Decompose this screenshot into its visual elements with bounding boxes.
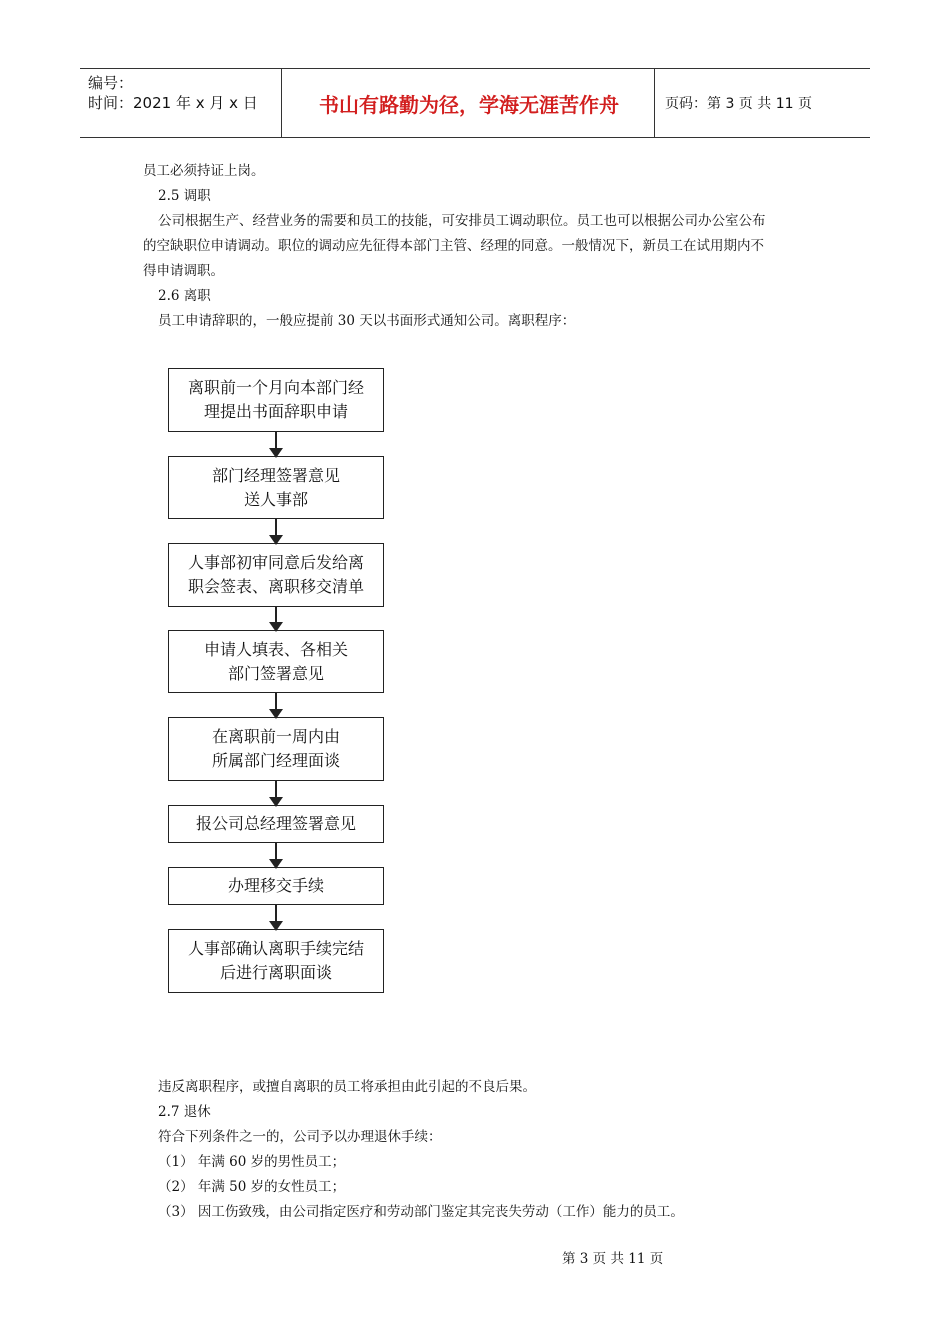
flow-step <box>168 867 384 905</box>
flow-step <box>168 630 384 693</box>
header-left <box>88 73 258 113</box>
flow-step-line: 所属部门经理面谈 <box>211 751 340 770</box>
flow-step <box>168 929 384 993</box>
page-footer: 第 3 页 共 11 页 <box>562 1251 664 1267</box>
flow-step-line: 人事部确认离职手续完结 <box>187 939 364 958</box>
flow-step-line: 办理移交手续 <box>227 876 324 895</box>
flow-step-line: 部门签署意见 <box>227 663 324 683</box>
header-divider <box>281 69 282 137</box>
flow-step-line: 离职前一个月向本部门经 <box>187 378 364 397</box>
section-heading: 2.5 调职 <box>158 188 211 204</box>
flow-step-line: 部门经理签署意见 <box>211 465 340 485</box>
header-motto: 书山有路勤为径，学海无涯苦作舟 <box>319 92 619 117</box>
paragraph: 的空缺职位申请调动。职位的调动应先征得本部门主管、经理的同意。一般情况下，新员工在试用期内不 <box>143 238 764 254</box>
flow-step <box>168 368 384 432</box>
paragraph: 违反离职程序，或擅自离职的员工将承担由此引起的不良后果。 <box>158 1079 536 1095</box>
flow-step <box>168 805 384 843</box>
flow-step <box>168 717 384 781</box>
flow-step-line: 职会签表、离职移交清单 <box>187 577 364 596</box>
flow-step-line: 在离职前一周内由 <box>211 727 340 746</box>
section-heading: 2.6 离职 <box>158 288 211 304</box>
list-item: （3） 因工伤致残，由公司指定医疗和劳动部门鉴定其完丧失劳动（工作）能力的员工。 <box>158 1204 684 1220</box>
flow-step-line: 后进行离职面谈 <box>219 963 332 982</box>
section-heading: 2.7 退休 <box>158 1104 211 1120</box>
paragraph: 公司根据生产、经营业务的需要和员工的技能，可安排员工调动职位。员工也可以根据公司办公室公布 <box>158 213 766 229</box>
flow-arrow <box>275 607 277 630</box>
flow-arrow <box>275 693 277 717</box>
header-page-number: 页码：第 3 页 共 11 页 <box>665 96 812 112</box>
paragraph: 得申请调职。 <box>143 263 224 279</box>
flow-arrow <box>275 843 277 867</box>
flow-step <box>168 456 384 519</box>
flow-step-line: 人事部初审同意后发给离 <box>187 553 364 572</box>
flow-arrow <box>275 905 277 929</box>
flow-step-line: 理提出书面辞职申请 <box>203 402 348 421</box>
paragraph: 符合下列条件之一的，公司予以办理退休手续： <box>158 1129 442 1145</box>
flow-step-line: 送人事部 <box>243 489 308 509</box>
flow-step-line: 申请人填表、各相关 <box>203 639 348 659</box>
flow-arrow <box>275 781 277 805</box>
flow-step <box>168 543 384 607</box>
page-header <box>80 68 870 138</box>
flow-arrow <box>275 519 277 543</box>
doc-time-label: 时间：2021 年 x 月 x 日 <box>88 94 258 112</box>
doc-code-label: 编号： <box>88 74 134 92</box>
paragraph: 员工申请辞职的，一般应提前 30 天以书面形式通知公司。离职程序： <box>158 313 576 329</box>
list-item: （1） 年满 60 岁的男性员工； <box>158 1154 346 1170</box>
list-item: （2） 年满 50 岁的女性员工； <box>158 1179 346 1195</box>
paragraph: 员工必须持证上岗。 <box>143 163 265 179</box>
flow-arrow <box>275 432 277 456</box>
flow-step-line: 报公司总经理签署意见 <box>195 814 356 833</box>
